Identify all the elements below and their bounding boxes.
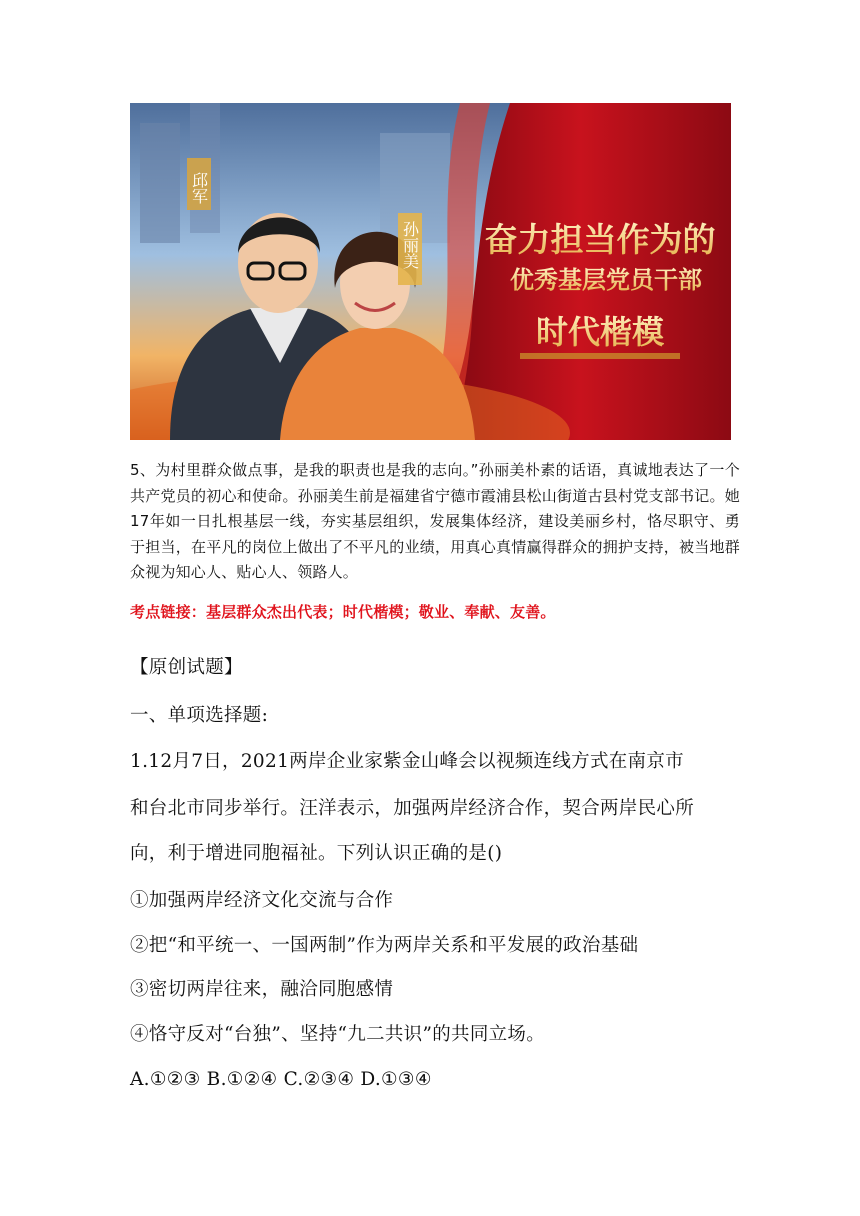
banner-name-left: 邱军 (189, 172, 209, 204)
banner-illustration (130, 103, 731, 440)
key-points-link: 考点链接：基层群众杰出代表；时代楷模；敬业、奉献、友善。 (130, 603, 556, 621)
banner-name-right: 孙丽美 (400, 221, 420, 269)
option-3: ③密切两岸往来，融洽同胞感情 (130, 979, 394, 1000)
question-1-line-1: 1.12月7日，2021两岸企业家紫金山峰会以视频连线方式在南京市 (130, 751, 684, 772)
option-4: ④恪守反对“台独”、坚持“九二共识”的共同立场。 (130, 1024, 546, 1045)
question-1-line-2: 和台北市同步举行。汪洋表示，加强两岸经济合作，契合两岸民心所 (130, 798, 695, 819)
article-paragraph: 5、为村里群众做点事，是我的职责也是我的志向。”孙丽美朴素的话语，真诚地表达了一个共产党员的初心和使命。孙丽美生前是福建省宁德市霞浦县松山街道古县村党支部书记。她17年如一日扎根基层一线，夯实基层组织，发展集体经济，建设美丽乡村，恪尽职守、勇于担当，在平凡的岗位上做出了不平凡的业绩，用真心真情赢得群众的拥护支持，被当地群众视为知心人、贴心人、领路人。 (130, 461, 740, 581)
banner-title-line3: 时代楷模 (535, 313, 665, 351)
option-1: ①加强两岸经济文化交流与合作 (130, 890, 394, 911)
banner-image (130, 103, 731, 440)
subsection-title: 一、单项选择题: (130, 705, 269, 726)
banner-title-line1: 奋力担当作为的 (484, 220, 716, 259)
section-title: 【原创试题】 (130, 657, 243, 678)
banner-title-line2: 优秀基层党员干部 (510, 266, 702, 294)
option-2: ②把“和平统一、一国两制”作为两岸关系和平发展的政治基础 (130, 935, 639, 956)
question-1-line-3: 向，利于增进同胞福祉。下列认识正确的是() (130, 843, 503, 864)
answer-choices: A.①②③ B.①②④ C.②③④ D.①③④ (130, 1069, 432, 1090)
